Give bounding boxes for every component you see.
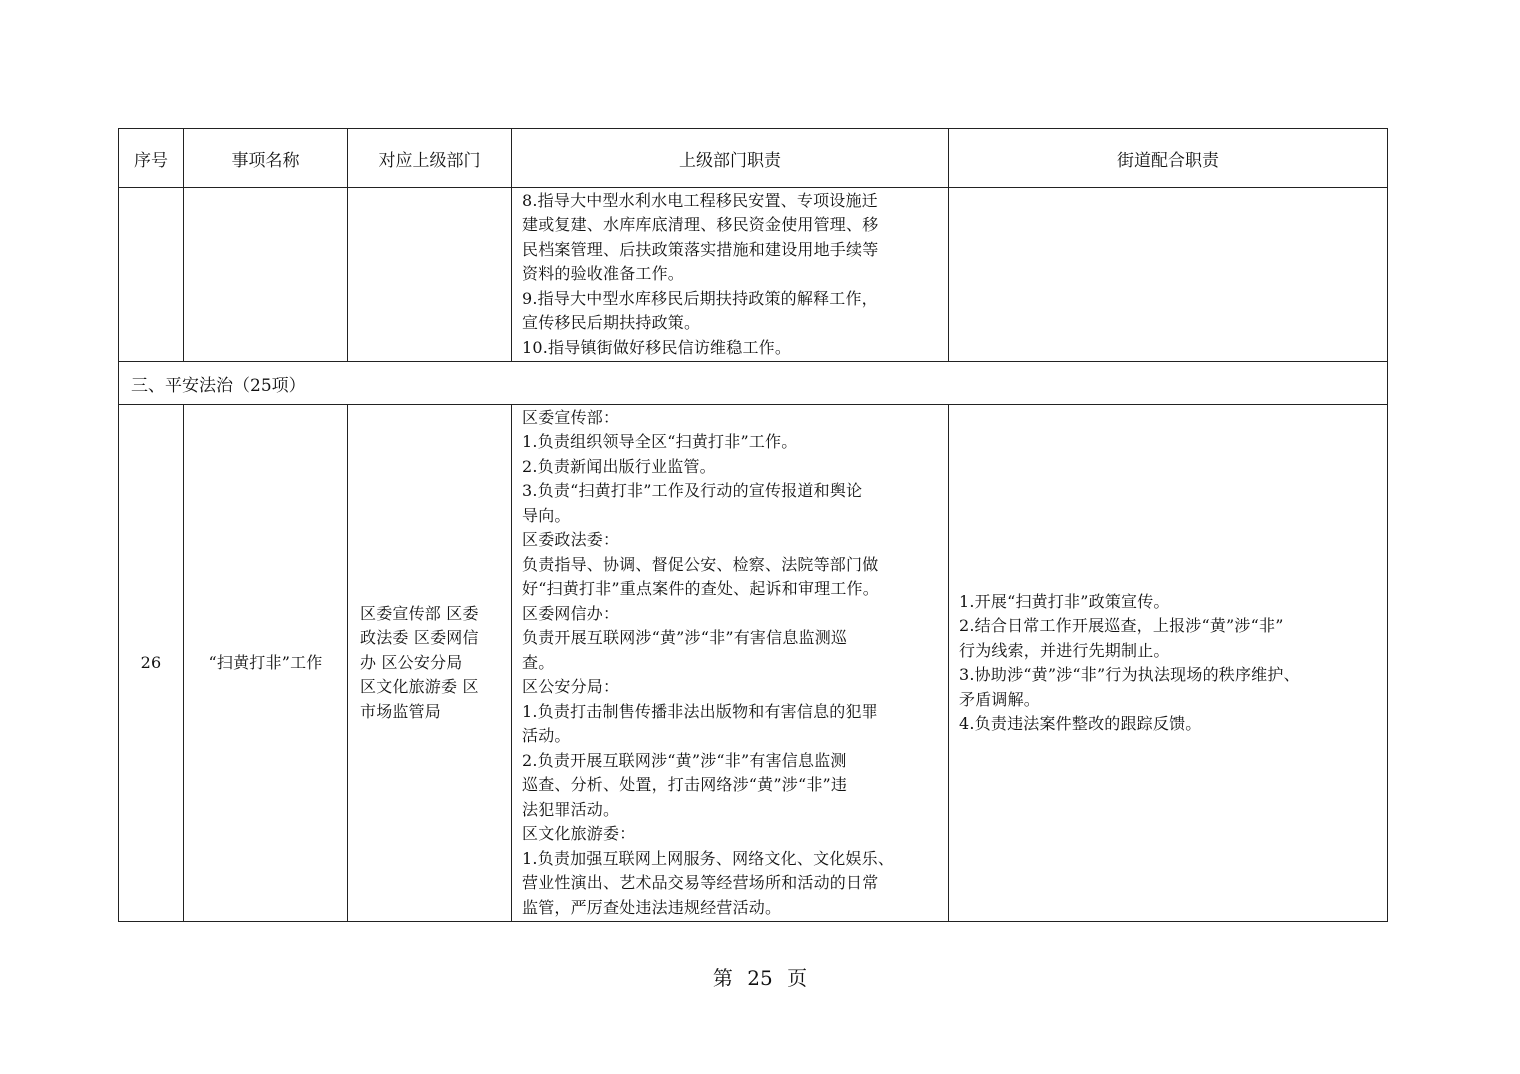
header-superior-duty: 上级部门职责	[512, 129, 949, 188]
duty-line: 8.指导大中型水利水电工程移民安置、专项设施迁	[522, 190, 878, 210]
duty-line: 区委宣传部：	[522, 407, 620, 427]
duty-line: 法犯罪活动。	[522, 799, 620, 819]
page-footer	[0, 962, 1520, 991]
row-number: 26	[119, 405, 184, 922]
header-street-duty: 街道配合职责	[949, 129, 1388, 188]
section-row	[119, 362, 1388, 405]
dept-line: 区文化旅游委 区	[360, 677, 479, 697]
dept-line: 区委宣传部 区委	[360, 603, 479, 623]
duty-line: 建或复建、水库库底清理、移民资金使用管理、移	[522, 215, 879, 235]
page-suffix: 页	[787, 966, 808, 990]
duty-line: 负责指导、协调、督促公安、检察、法院等部门做	[522, 554, 879, 574]
section-title: 三、平安法治（25项）	[119, 362, 1388, 405]
duty-line: 9.指导大中型水库移民后期扶持政策的解释工作，	[522, 288, 878, 308]
duty-line: 监管，严厉查处违法违规经营活动。	[522, 897, 782, 917]
continued-number-cell	[119, 188, 184, 362]
header-superior-dept: 对应上级部门	[348, 129, 512, 188]
duty-line: 区文化旅游委：	[522, 824, 636, 844]
duty-line: 活动。	[522, 726, 571, 746]
duty-line: 2.负责开展互联网涉“黄”涉“非”有害信息监测	[522, 750, 847, 770]
duty-line: 资料的验收准备工作。	[522, 264, 685, 284]
duty-line: 1.负责加强互联网上网服务、网络文化、文化娱乐、	[522, 848, 895, 868]
header-number: 序号	[119, 129, 184, 188]
superior-duty-cell	[512, 405, 949, 922]
duty-line: 1.负责打击制售传播非法出版物和有害信息的犯罪	[522, 701, 878, 721]
page-prefix: 第	[712, 966, 733, 990]
dept-line: 政法委 区委网信	[360, 628, 479, 648]
continued-dept-cell	[348, 188, 512, 362]
continued-item-cell	[184, 188, 348, 362]
superior-dept-cell	[348, 405, 512, 922]
street-line: 4.负责违法案件整改的跟踪反馈。	[959, 714, 1202, 733]
street-line: 行为线索，并进行先期制止。	[959, 640, 1170, 660]
street-line: 2.结合日常工作开展巡查，上报涉“黄”涉“非”	[959, 616, 1284, 635]
duty-line: 民档案管理、后扶政策落实措施和建设用地手续等	[522, 239, 879, 259]
duty-line: 导向。	[522, 505, 571, 525]
duty-line: 区公安分局：	[522, 677, 620, 697]
duty-line: 区委网信办：	[522, 603, 620, 623]
street-duty-cell	[949, 405, 1388, 922]
duty-line: 2.负责新闻出版行业监管。	[522, 456, 716, 476]
continued-duty-cell	[512, 188, 949, 362]
header-row	[119, 129, 1388, 188]
duty-line: 宣传移民后期扶持政策。	[522, 313, 701, 333]
duty-line: 营业性演出、艺术品交易等经营场所和活动的日常	[522, 873, 879, 893]
table-row-26	[119, 405, 1388, 922]
continued-street-cell	[949, 188, 1388, 362]
header-item-name: 事项名称	[184, 129, 348, 188]
duty-line: 区委政法委：	[522, 530, 620, 550]
duty-line: 巡查、分析、处置，打击网络涉“黄”涉“非”违	[522, 775, 848, 795]
duty-line: 好“扫黄打非”重点案件的查处、起诉和审理工作。	[522, 579, 879, 599]
street-line: 3.协助涉“黄”涉“非”行为执法现场的秩序维护、	[959, 665, 1300, 684]
duty-line: 3.负责“扫黄打非”工作及行动的宣传报道和舆论	[522, 481, 863, 501]
responsibility-table	[118, 128, 1388, 922]
item-name: “扫黄打非”工作	[184, 405, 348, 922]
duty-line: 负责开展互联网涉“黄”涉“非”有害信息监测巡	[522, 628, 848, 648]
street-line: 1.开展“扫黄打非”政策宣传。	[959, 591, 1170, 611]
duty-line: 1.负责组织领导全区“扫黄打非”工作。	[522, 432, 798, 452]
duty-line: 查。	[522, 652, 555, 672]
street-line: 矛盾调解。	[959, 689, 1041, 709]
table-row-continued	[119, 188, 1388, 362]
dept-line: 市场监管局	[360, 701, 442, 721]
dept-line: 办 区公安分局	[360, 652, 463, 672]
page-number: 25	[747, 966, 773, 990]
duty-line: 10.指导镇街做好移民信访维稳工作。	[522, 337, 792, 357]
